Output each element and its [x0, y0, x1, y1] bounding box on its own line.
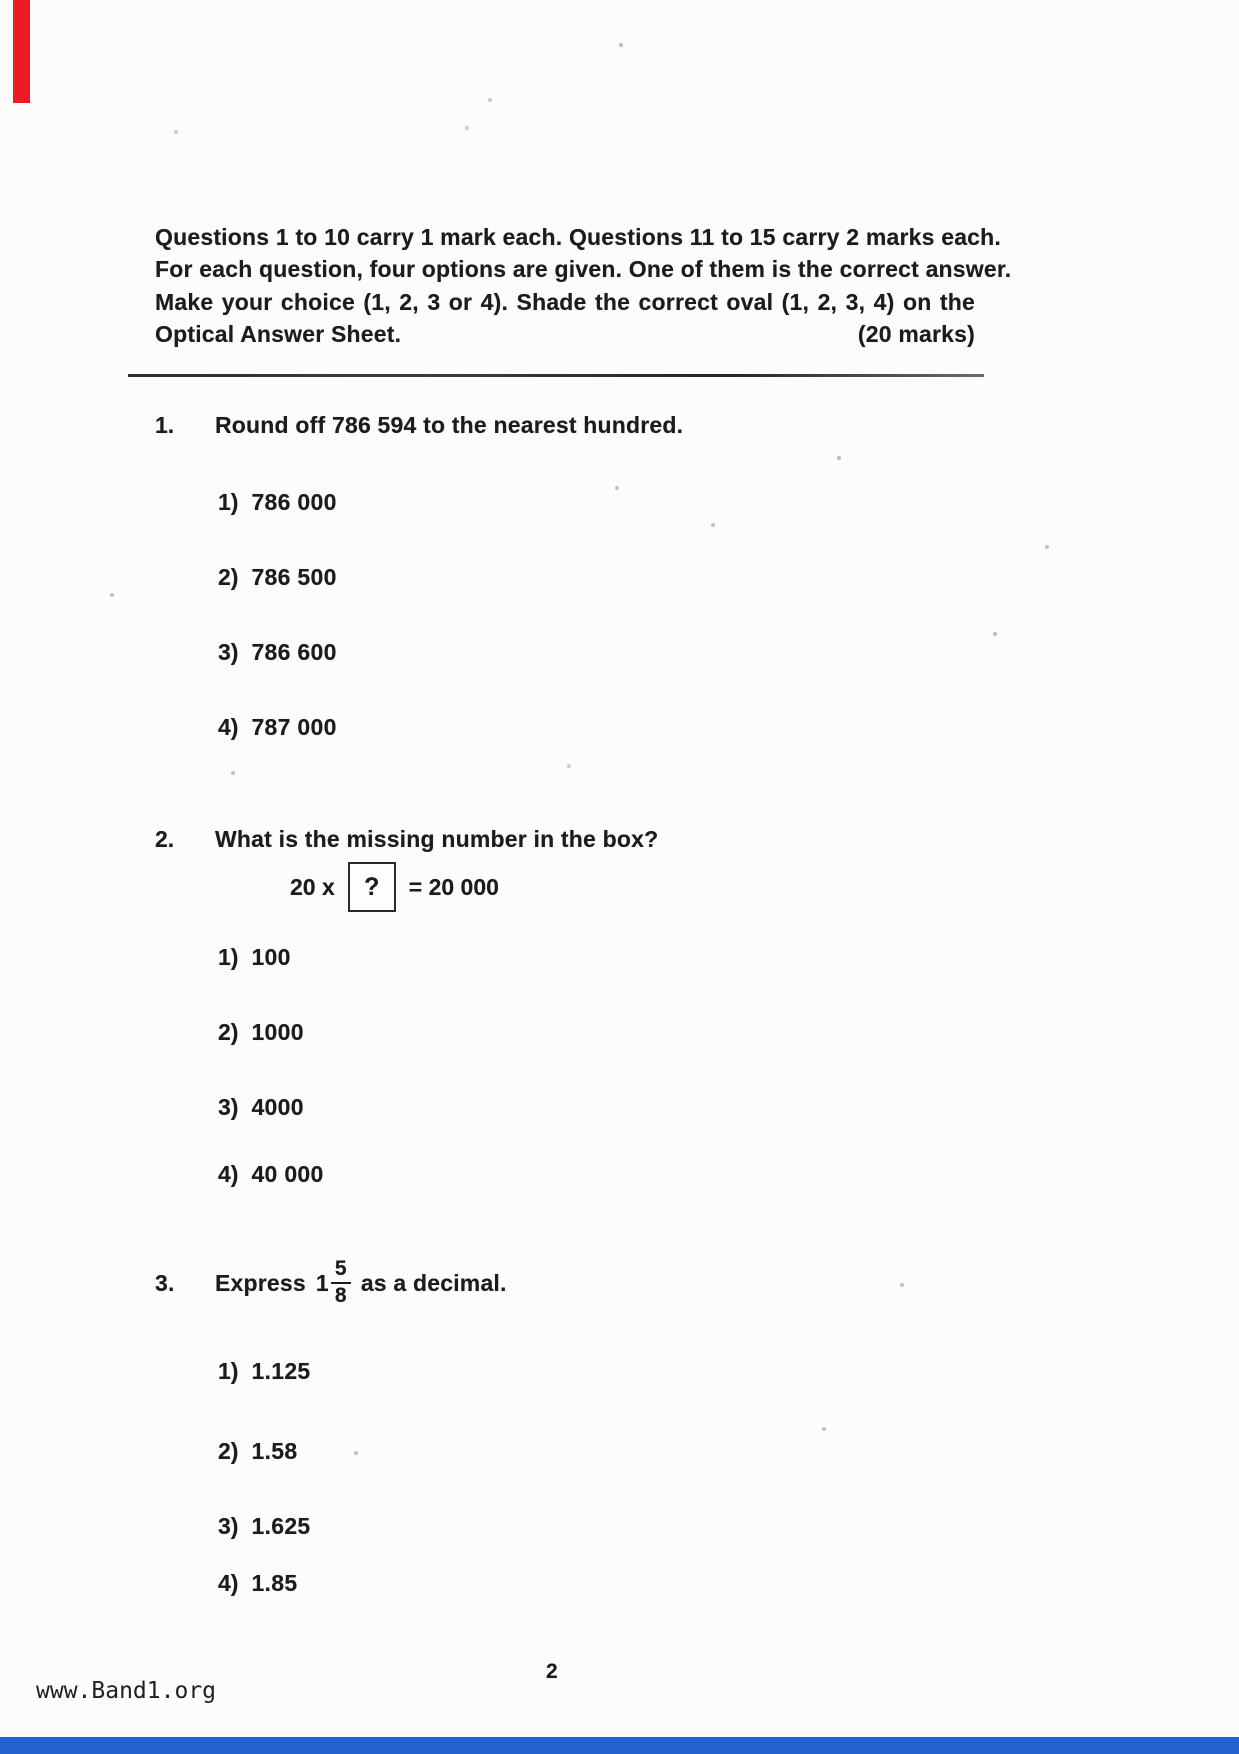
- option-value: 100: [251, 944, 291, 970]
- option-marker: 2): [218, 1019, 239, 1045]
- option-value: 787 000: [251, 714, 337, 740]
- option-value: 786 000: [251, 489, 337, 515]
- instructions-last-line: Optical Answer Sheet.: [155, 321, 402, 347]
- total-marks: (20 marks): [857, 321, 975, 347]
- question-3-number: 3.: [155, 1269, 175, 1296]
- option-value: 1.58: [251, 1438, 298, 1464]
- question-2-number: 2.: [155, 826, 175, 852]
- option-marker: 3): [218, 639, 239, 665]
- watermark: www.Band1.org: [36, 1678, 217, 1704]
- option-value: 1.85: [251, 1570, 298, 1596]
- option-value: 4000: [251, 1094, 304, 1120]
- question-3-option-2: [218, 1438, 297, 1465]
- option-marker: 2): [218, 564, 239, 590]
- question-2-option-4: [218, 1161, 324, 1188]
- question-3-option-1: [218, 1358, 311, 1385]
- question-1-option-1: [218, 489, 337, 516]
- question-2-option-1: [218, 944, 291, 971]
- option-marker: 4): [218, 714, 239, 740]
- instructions-text: carry 2 marks each.: [775, 224, 1002, 250]
- question-3-text-pre: Express: [215, 1269, 306, 1296]
- option-marker: 4): [218, 1570, 239, 1596]
- instructions-bold-range-2: 11 to 15: [689, 224, 776, 250]
- option-value: 786 500: [251, 564, 337, 590]
- question-3-option-4: [218, 1570, 297, 1597]
- option-value: 1.625: [251, 1513, 311, 1539]
- option-marker: 3): [218, 1094, 239, 1120]
- option-value: 1.125: [251, 1358, 311, 1384]
- question-1-option-4: [218, 714, 337, 741]
- instructions-line-1: [155, 224, 1002, 251]
- instructions-line-2: For each question, four options are given. One of them is the correct answer.: [155, 256, 1012, 282]
- scan-edge-blue-bar: [0, 1737, 1239, 1754]
- question-1-option-3: [218, 639, 337, 666]
- section-divider-rule: [128, 374, 984, 377]
- instructions-bold-range-1: 1 to 10: [275, 224, 351, 250]
- fraction: [331, 1258, 351, 1307]
- option-marker: 4): [218, 1161, 239, 1187]
- question-2-option-3: [218, 1094, 304, 1121]
- option-marker: 2): [218, 1438, 239, 1464]
- fraction-denominator: 8: [334, 1284, 347, 1307]
- question-3-row: [155, 1248, 507, 1318]
- option-marker: 1): [218, 944, 239, 970]
- question-3-option-3: [218, 1513, 311, 1540]
- question-2-text: What is the missing number in the box?: [215, 826, 659, 852]
- option-value: 786 600: [251, 639, 337, 665]
- missing-number-box: ?: [348, 862, 396, 912]
- question-1-number: 1.: [155, 412, 175, 438]
- fraction-numerator: 5: [331, 1258, 351, 1284]
- page-number: 2: [546, 1660, 558, 1683]
- question-3-text-post: as a decimal.: [360, 1269, 507, 1296]
- instructions-text: carry 1 mark each. Questions: [350, 224, 690, 250]
- instructions-text: Questions: [155, 224, 276, 250]
- question-2-option-2: [218, 1019, 304, 1046]
- option-marker: 1): [218, 489, 239, 515]
- mixed-number-whole: 1: [315, 1269, 329, 1296]
- question-1-option-2: [218, 564, 337, 591]
- question-2-equation: [290, 862, 499, 912]
- option-marker: 1): [218, 1358, 239, 1384]
- equation-lhs: 20 x: [290, 873, 335, 900]
- option-marker: 3): [218, 1513, 239, 1539]
- option-value: 40 000: [251, 1161, 324, 1187]
- equation-rhs: = 20 000: [408, 873, 499, 900]
- question-1-text: Round off 786 594 to the nearest hundred.: [215, 412, 684, 438]
- option-value: 1000: [251, 1019, 304, 1045]
- instructions-line-4: [155, 321, 975, 348]
- instructions-line-3: Make your choice (1, 2, 3 or 4). Shade the correct oval (1, 2, 3, 4) on the: [155, 289, 975, 315]
